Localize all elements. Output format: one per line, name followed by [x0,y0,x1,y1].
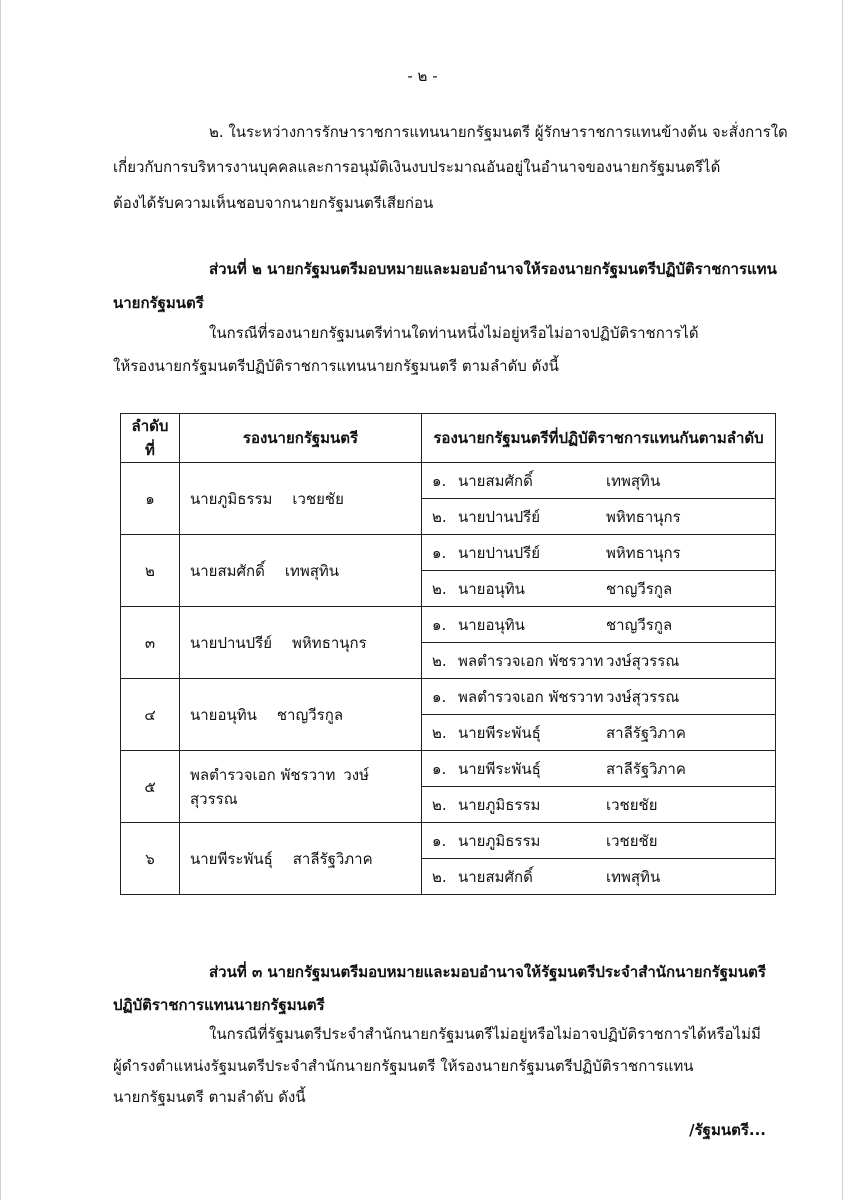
replacement-first-name: นายอนุทิน [458,615,525,634]
replacement-number: ๑. [432,615,447,634]
deputy-cell [180,535,422,607]
replacement-first-name: นายภูมิธรรม [458,831,541,850]
replacement-number: ๑. [432,543,447,562]
replacement-cell [422,787,776,823]
header-replacement: รองนายกรัฐมนตรีที่ปฏิบัติราชการแทนกันตามลำดับ [422,414,776,463]
paragraph-1-line-1: ๒. ในระหว่างการรักษาราชการแทนนายกรัฐมนตรี ผู้รักษาราชการแทนข้างต้น จะสั่งการใด [209,123,788,141]
replacement-cell [422,859,776,895]
replacement-first-name: พลตำรวจเอก พัชรวาท [458,651,604,670]
table-row [121,535,776,571]
replacement-cell [422,751,776,787]
replacement-last-name: สาลีรัฐวิภาค [606,723,686,742]
replacement-number: ๑. [432,831,447,850]
replacement-last-name: ชาญวีรกูล [606,579,673,598]
replacement-first-name: นายภูมิธรรม [458,795,541,814]
replacement-last-name: ชาญวีรกูล [606,615,673,634]
replacement-cell [422,823,776,859]
replacement-number: ๒. [432,651,447,670]
replacement-last-name: พหิทธานุกร [606,507,681,526]
replacement-number: ๒. [432,723,447,742]
replacement-cell [422,607,776,643]
section-3-body-line-3: นายกรัฐมนตรี ตามลำดับ ดังนี้ [113,1088,306,1106]
replacement-last-name: เทพสุทิน [606,867,661,886]
replacement-first-name: นายพีระพันธุ์ [458,759,541,778]
replacement-last-name: วงษ์สุวรรณ [606,687,680,706]
deputy-first-name: นายพีระพันธุ์ [190,849,273,868]
deputy-cell [180,823,422,895]
replacement-last-name: เวชยชัย [606,831,658,850]
section-3-heading-line-1: ส่วนที่ ๓ นายกรัฐมนตรีมอบหมายและมอบอำนาจให้รัฐมนตรีประจำสำนักนายกรัฐมนตรี [209,963,766,981]
table-header-row [121,414,776,463]
replacement-first-name: นายปานปรีย์ [458,543,541,562]
section-3-body-line-2: ผู้ดำรงตำแหน่งรัฐมนตรีประจำสำนักนายกรัฐมนตรี ให้รองนายกรัฐมนตรีปฏิบัติราชการแทน [113,1057,694,1075]
replacement-cell [422,715,776,751]
replacement-number: ๑. [432,759,447,778]
paragraph-1-line-2: เกี่ยวกับการบริหารงานบุคคลและการอนุมัติเงินงบประมาณอันอยู่ในอำนาจของนายกรัฐมนตรีได้ [113,158,721,176]
sequence-cell: ๓ [121,607,180,679]
deputy-cell [180,679,422,751]
replacement-cell [422,499,776,535]
replacement-cell [422,571,776,607]
section-2-body-line-1: ในกรณีที่รองนายกรัฐมนตรีท่านใดท่านหนึ่งไม่อยู่หรือไม่อาจปฏิบัติราชการได้ [209,324,699,342]
header-deputy: รองนายกรัฐมนตรี [180,414,422,463]
deputy-first-name: นายสมศักดิ์ [190,561,265,580]
table-row [121,607,776,643]
sequence-cell: ๑ [121,463,180,535]
replacement-number: ๑. [432,471,447,490]
section-3-heading-line-2: ปฏิบัติราชการแทนนายกรัฐมนตรี [113,996,325,1014]
deputy-last-name: เทพสุทิน [284,561,340,580]
replacement-number: ๒. [432,507,447,526]
sequence-cell: ๔ [121,679,180,751]
table-row [121,679,776,715]
replacement-first-name: นายปานปรีย์ [458,507,541,526]
deputy-last-name: เวชยชัย [292,489,344,508]
deputy-first-name: นายปานปรีย์ [190,633,273,652]
replacement-cell [422,535,776,571]
replacement-number: ๒. [432,579,447,598]
page-number: - ๒ - [407,67,438,85]
header-sequence: ลำดับที่ [121,414,180,463]
table-row [121,463,776,499]
replacement-first-name: นายสมศักดิ์ [458,867,533,886]
replacement-last-name: พหิทธานุกร [606,543,681,562]
replacement-first-name: นายสมศักดิ์ [458,471,533,490]
replacement-first-name: พลตำรวจเอก พัชรวาท [458,687,604,706]
table-row [121,751,776,787]
deputy-first-name: นายภูมิธรรม [190,489,273,508]
replacement-last-name: สาลีรัฐวิภาค [606,759,686,778]
deputy-last-name: วงษ์สุวรรณ [190,765,369,808]
paragraph-1-line-3: ต้องได้รับความเห็นชอบจากนายกรัฐมนตรีเสียก่อน [113,194,434,212]
replacement-cell [422,463,776,499]
sequence-cell: ๕ [121,751,180,823]
deputy-first-name: นายอนุทิน [190,705,257,724]
replacement-cell [422,679,776,715]
deputy-last-name: พหิทธานุกร [292,633,367,652]
replacement-cell [422,643,776,679]
sequence-cell: ๒ [121,535,180,607]
section-2-heading-line-2: นายกรัฐมนตรี [113,294,204,312]
table-row [121,823,776,859]
replacement-first-name: นายพีระพันธุ์ [458,723,541,742]
deputy-cell [180,463,422,535]
deputy-last-name: ชาญวีรกูล [276,705,344,724]
replacement-number: ๒. [432,795,447,814]
deputy-substitution-table [120,413,776,895]
section-3-body-line-1: ในกรณีที่รัฐมนตรีประจำสำนักนายกรัฐมนตรีไม่อยู่หรือไม่อาจปฏิบัติราชการได้หรือไม่มี [209,1025,761,1043]
continuation-marker: /รัฐมนตรี... [689,1121,766,1139]
replacement-last-name: เวชยชัย [606,795,658,814]
replacement-number: ๒. [432,867,447,886]
sequence-cell: ๖ [121,823,180,895]
deputy-first-name: พลตำรวจเอก พัชรวาท [190,765,336,784]
section-2-heading-line-1: ส่วนที่ ๒ นายกรัฐมนตรีมอบหมายและมอบอำนาจให้รองนายกรัฐมนตรีปฏิบัติราชการแทน [209,260,777,278]
section-2-body-line-2: ให้รองนายกรัฐมนตรีปฏิบัติราชการแทนนายกรัฐมนตรี ตามลำดับ ดังนี้ [113,357,559,375]
replacement-number: ๑. [432,687,447,706]
replacement-last-name: วงษ์สุวรรณ [606,651,680,670]
deputy-last-name: สาลีรัฐวิภาค [292,849,373,868]
replacement-last-name: เทพสุทิน [606,471,661,490]
deputy-cell [180,607,422,679]
replacement-first-name: นายอนุทิน [458,579,525,598]
deputy-cell [180,751,422,823]
